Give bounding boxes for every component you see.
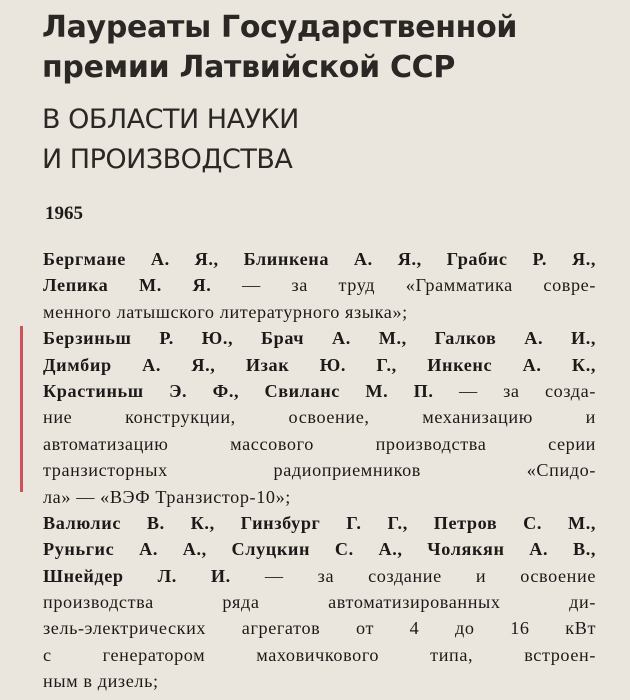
title-line-1: Лауреаты Государственной (42, 10, 518, 45)
text-line (43, 642, 596, 668)
section-heading (42, 100, 299, 180)
text-line (43, 431, 596, 457)
award-description: ла» — «ВЭФ Транзистор-10»; (43, 486, 291, 507)
award-description: транзисторных радиоприемников «Спидо- (43, 460, 596, 481)
award-description: автоматизацию массового производства серии (43, 433, 596, 454)
award-description: производства ряда автоматизированных ди- (43, 592, 596, 613)
award-description: ние конструкции, освоение, механизацию и (43, 407, 596, 428)
text-line (43, 589, 596, 615)
laureate-names: Крастиньш Э. Ф., Свиланс М. П. (43, 380, 434, 401)
text-line (43, 484, 596, 510)
laureate-entry (43, 246, 596, 325)
page-title (42, 8, 517, 88)
text-line (43, 272, 596, 298)
laureate-names: Руньгис А. А., Слуцкин С. А., Чолякян А. В., (43, 539, 596, 560)
text-line (43, 615, 596, 641)
laureate-names: Валюлис В. К., Гинзбург Г. Г., Петров С. М., (43, 512, 596, 533)
laureate-names: Димбир А. Я., Изак Ю. Г., Инкенс А. К., (43, 354, 596, 375)
award-description: — за создание и освоение (230, 565, 597, 586)
text-line (43, 536, 596, 562)
laureate-entry (43, 510, 596, 695)
text-line (43, 510, 596, 536)
laureate-names: Берзиньш Р. Ю., Брач А. М., Галков А. И., (43, 328, 596, 349)
laureate-names: Шнейдер Л. И. (43, 565, 231, 586)
text-line (43, 457, 596, 483)
laureate-names: Бергмане А. Я., Блинкена А. Я., Грабис Р. Я., (43, 249, 596, 269)
text-line (43, 404, 596, 430)
section-line-2: И ПРОИЗВОДСТВА (42, 144, 293, 175)
year-heading: 1965 (45, 203, 83, 224)
text-line (43, 563, 596, 589)
award-description: менного латышского литературного языка»; (43, 301, 408, 322)
award-description: — за труд «Грамматика совре- (211, 275, 597, 296)
text-line (43, 378, 596, 404)
award-description: ным в дизель; (43, 671, 159, 692)
text-line (43, 352, 596, 378)
margin-mark (20, 326, 23, 492)
laureates-list (43, 246, 596, 695)
laureate-names: Лепика М. Я. (43, 275, 212, 296)
text-line (43, 246, 596, 272)
text-line (43, 325, 596, 351)
title-line-2: премии Латвийской ССР (42, 50, 456, 85)
award-description: — за созда- (433, 380, 596, 401)
text-line (43, 668, 596, 694)
award-description: с генератором маховичкового типа, встроен- (43, 644, 596, 665)
award-description: зель-электрических агрегатов от 4 до 16 кВт (43, 618, 596, 639)
laureate-entry (43, 325, 596, 510)
section-line-1: В ОБЛАСТИ НАУКИ (42, 104, 299, 135)
text-line (43, 299, 596, 325)
